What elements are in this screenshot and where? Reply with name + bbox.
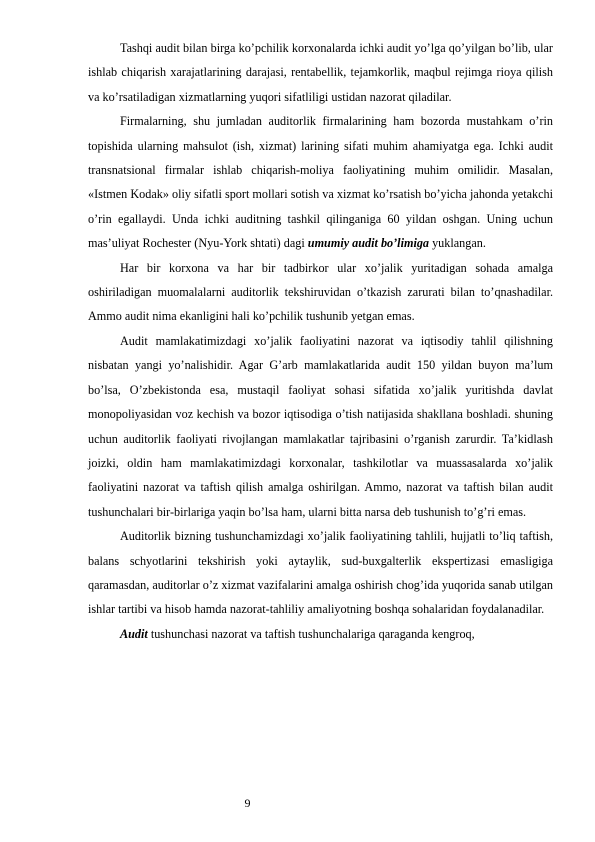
emphasized-term: Audit [120, 626, 148, 641]
paragraph-text: Tashqi audit bilan birga ko’pchilik korxonalarda ichki audit yo’lga qo’yilgan bo’lib, ular ishlab chiqarish xarajatlarining darajasi, rentabellik, tejamkorlik, maqbul rejimga rioya qilish va ko’rsatiladigan xizmatlarning yuqori sifatliligi ustidan nazorat qiladilar. [88, 41, 553, 104]
paragraph-text: yuklangan. [429, 236, 486, 251]
paragraph-text: Firmalarning, shu jumladan auditorlik firmalarining ham bozorda mustahkam o’rin topishida ularning mahsulot (ish, xizmat) larining sifati muhim ahamiyatga ega. Ichki audit transnatsional firmalar ishlab chiqarish-moliya faoliyatining muhim omilidir. Masalan, «Istmen Kodak» oliy sifatli sport mollari sotish va xizmat ko’rsatish bo’yicha jahonda yetakchi o’rin egallaydi. Unda ichki auditning tashkil qilinganiga 60 yildan oshgan. Uning uchun mas’uliyat Rochester (Nyu-York shtati) dagi [88, 114, 553, 251]
paragraph-enterprises [88, 256, 553, 329]
emphasized-term: umumiy audit bo’limiga [307, 236, 430, 251]
paragraph-audit-concept [88, 622, 553, 646]
paragraph-auditing-scope [88, 524, 553, 622]
paragraph-internal-audit [88, 36, 553, 109]
paragraph-text: Audit mamlakatimizdagi xo’jalik faoliyatini nazorat va iqtisodiy tahlil qilishning nisbatan yangi yo’nalishidir. Agar G’arb mamlakatlarida audit 150 yildan buyon ma’lum bo’lsa, O’zbekistonda esa, mustaqil faoliyat sohasi sifatida xo’jalik yuritishda davlat monopoliyasidan voz kechish va bozor iqtisodiga o’tish natijasida shakllana boshladi. shuning uchun auditorlik faoliyati rivojlangan mamlakatlar tajribasini o’rganish zarurdir. Ta’kidlash joizki, oldin ham mamlakatimizdagi korxonalar, tashkilotlar va muassasalarda xo’jalik faoliyatini nazorat va taftish qilish amalga oshirilgan. Ammo, nazorat va taftish bilan audit tushunchalari bir-birlariga yaqin bo’lsa ham, ularni bitta narsa deb tushunish to’g’ri emas. [88, 333, 553, 519]
paragraph-text: tushunchasi nazorat va taftish tushunchalariga qaraganda kengroq, [147, 626, 475, 641]
paragraph-firms-quality [88, 109, 553, 255]
text-body [88, 36, 553, 646]
page-number [0, 796, 595, 811]
paragraph-audit-new-direction [88, 329, 553, 524]
page-number-value: 9 [244, 796, 251, 810]
paragraph-text: Auditorlik bizning tushunchamizdagi xo’jalik faoliyatining tahlili, hujjatli to’liq taftish, balans schyotlarini tekshirish yoki aytaylik, sud-buxgalterlik ekspertizasi emasligiga qaramasdan, auditorlar o’z xizmat vazifalarini amalga oshirish chog’ida yuqorida sanab utilgan ishlar tartibi va hisob hamda nazorat-tahliliy amaliyotning boshqa sohalaridan foydalanadilar. [88, 529, 553, 617]
paragraph-text: Har bir korxona va har bir tadbirkor ular xo’jalik yuritadigan sohada amalga oshiriladigan muomalalarni auditorlik tekshiruvidan o’tkazish zarurati bilan to’qnashadilar. Ammo audit nima ekanligini hali ko’pchilik tushunib yetgan emas. [88, 260, 553, 324]
